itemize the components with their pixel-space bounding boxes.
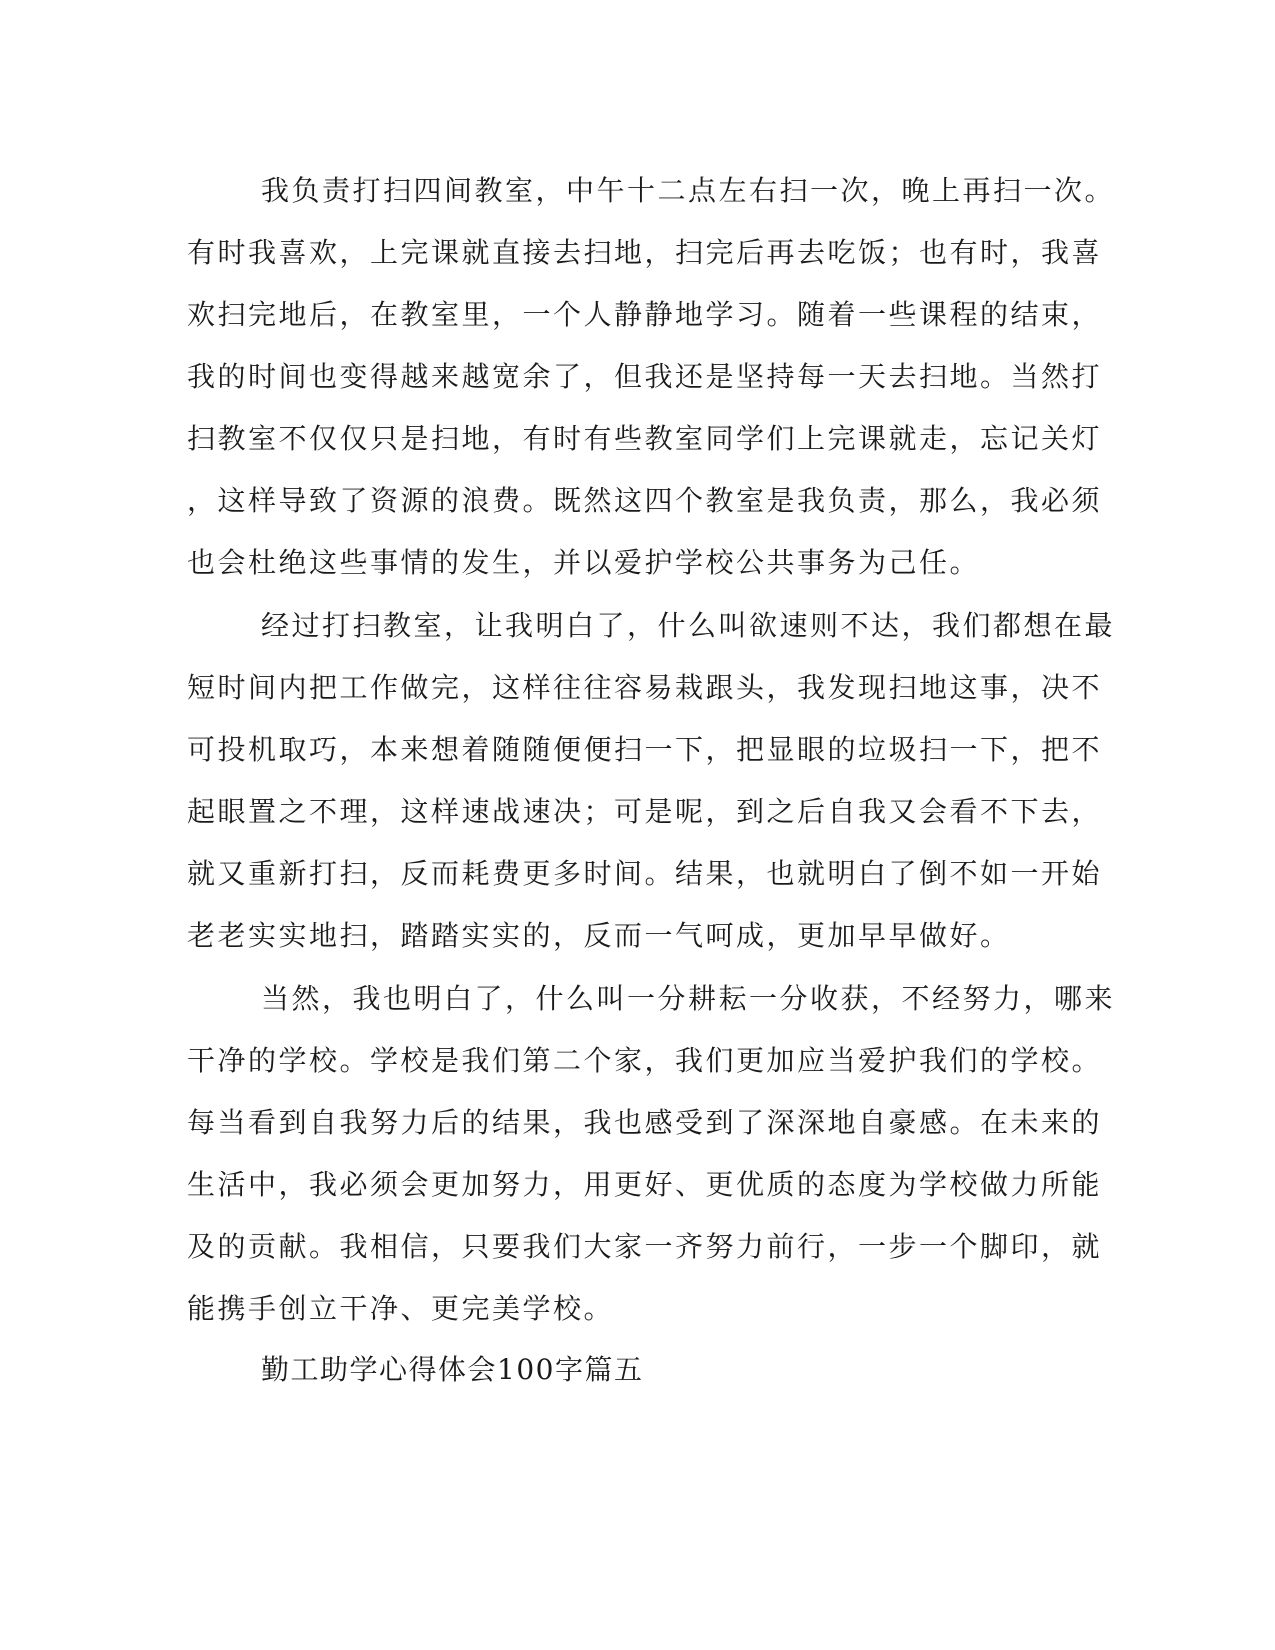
paragraph-line: 也会杜绝这些事情的发生，并以爱护学校公共事务为己任。 xyxy=(187,546,981,579)
paragraph-line: 我的时间也变得越来越宽余了，但我还是坚持每一天去扫地。当然打 xyxy=(187,360,1103,393)
paragraph-line: 起眼置之不理，这样速战速决；可是呢，到之后自我又会看不下去， xyxy=(187,795,1103,828)
paragraph-line: 每当看到自我努力后的结果，我也感受到了深深地自豪感。在未来的 xyxy=(187,1106,1103,1139)
paragraph-line: 当然，我也明白了，什么叫一分耕耘一分收获，不经努力，哪来 xyxy=(261,982,1116,1015)
paragraph-line: 能携手创立干净、更完美学校。 xyxy=(187,1292,615,1325)
paragraph-line: 及的贡献。我相信，只要我们大家一齐努力前行，一步一个脚印，就 xyxy=(187,1230,1103,1263)
paragraph-line: 扫教室不仅仅只是扫地，有时有些教室同学们上完课就走，忘记关灯 xyxy=(187,422,1103,455)
paragraph-3 xyxy=(187,968,1116,1340)
paragraph-line: 经过打扫教室，让我明白了，什么叫欲速则不达，我们都想在最 xyxy=(261,609,1116,642)
paragraph-2 xyxy=(187,595,1116,967)
paragraph-1 xyxy=(187,160,1116,594)
paragraph-line: 老老实实地扫，踏踏实实的，反而一气呵成，更加早早做好。 xyxy=(187,919,1011,952)
paragraph-line: ，这样导致了资源的浪费。既然这四个教室是我负责，那么，我必须 xyxy=(187,484,1103,517)
paragraph-line: 短时间内把工作做完，这样往往容易栽跟头，我发现扫地这事，决不 xyxy=(187,671,1103,704)
section-heading: 勤工助学心得体会100字篇五 xyxy=(261,1353,644,1386)
paragraph-line: 生活中，我必须会更加努力，用更好、更优质的态度为学校做力所能 xyxy=(187,1168,1103,1201)
paragraph-line: 就又重新打扫，反而耗费更多时间。结果，也就明白了倒不如一开始 xyxy=(187,857,1103,890)
paragraph-line: 干净的学校。学校是我们第二个家，我们更加应当爱护我们的学校。 xyxy=(187,1044,1103,1077)
paragraph-line: 我负责打扫四间教室，中午十二点左右扫一次，晚上再扫一次。 xyxy=(261,174,1116,207)
paragraph-line: 有时我喜欢，上完课就直接去扫地，扫完后再去吃饭；也有时，我喜 xyxy=(187,236,1103,269)
paragraph-line: 欢扫完地后，在教室里，一个人静静地学习。随着一些课程的结束， xyxy=(187,298,1103,331)
paragraph-line: 可投机取巧，本来想着随随便便扫一下，把显眼的垃圾扫一下，把不 xyxy=(187,733,1103,766)
